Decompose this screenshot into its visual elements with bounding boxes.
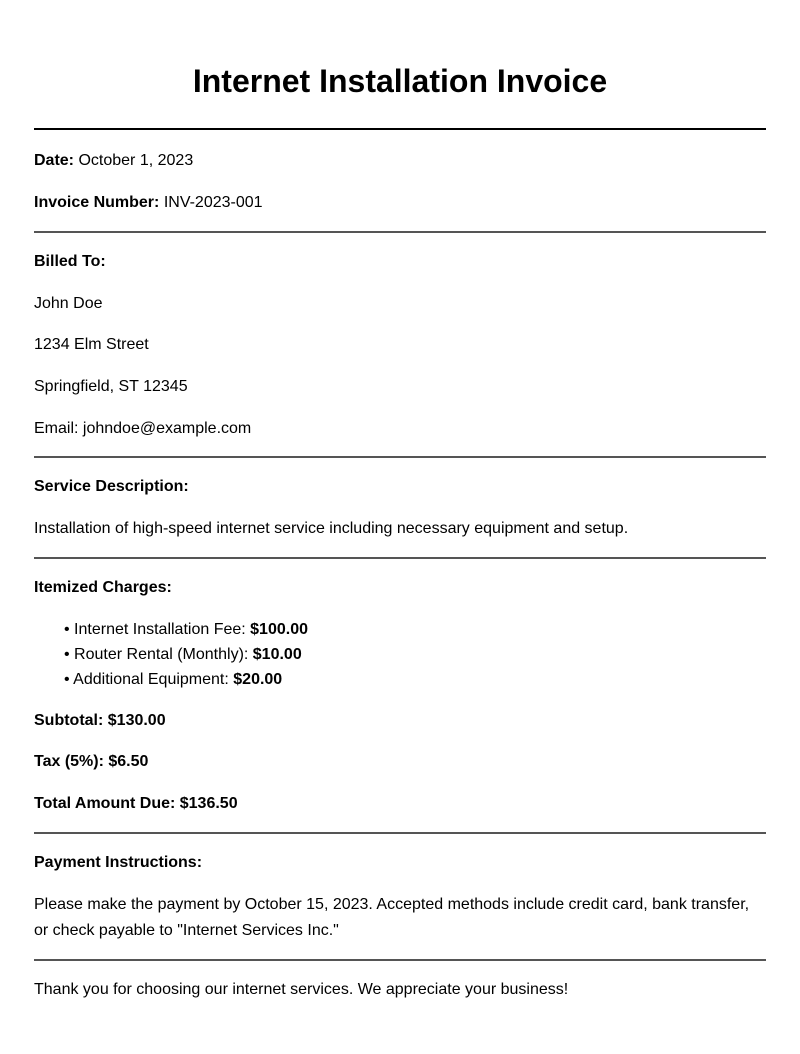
service-section [34, 458, 766, 539]
payment-heading: Payment Instructions: [34, 854, 203, 871]
charge-item-label: • Additional Equipment: [64, 671, 234, 688]
billed-to-heading: Billed To: [34, 253, 106, 270]
charges-section [34, 559, 766, 814]
invoice-number-value: INV-2023-001 [163, 194, 263, 211]
date-label: Date: [34, 152, 75, 169]
subtotal: Subtotal: $130.00 [34, 712, 166, 729]
customer-street: 1234 Elm Street [34, 336, 149, 353]
billed-to-section [34, 233, 766, 439]
date-line [34, 151, 766, 171]
service-heading: Service Description: [34, 478, 189, 495]
charge-item-amount: $100.00 [250, 621, 308, 638]
total-amount-due: Total Amount Due: $136.50 [34, 795, 238, 812]
charge-item-amount: $10.00 [252, 646, 302, 663]
charges-list [34, 617, 766, 692]
invoice-meta [34, 130, 766, 213]
service-text: Installation of high-speed internet service including necessary equipment and setup. [34, 520, 629, 537]
payment-section [34, 834, 766, 944]
customer-email: Email: johndoe@example.com [34, 420, 252, 437]
invoice-number-label: Invoice Number: [34, 194, 160, 211]
charge-item-label: • Router Rental (Monthly): [64, 646, 253, 663]
charge-item-label: • Internet Installation Fee: [64, 621, 251, 638]
charge-item [64, 667, 766, 692]
tax: Tax (5%): $6.50 [34, 753, 149, 770]
charges-heading: Itemized Charges: [34, 579, 172, 596]
date-value: October 1, 2023 [78, 152, 194, 169]
thank-you-note: Thank you for choosing our internet services. We appreciate your business! [34, 981, 569, 998]
payment-text: Please make the payment by October 15, 2023. Accepted methods include credit card, bank transfer, or check payable to "Internet Services Inc." [34, 896, 750, 939]
charge-item [64, 642, 766, 667]
customer-name: John Doe [34, 295, 103, 312]
charge-item-amount: $20.00 [233, 671, 283, 688]
customer-city: Springfield, ST 12345 [34, 378, 188, 395]
invoice-title: Internet Installation Invoice [192, 63, 608, 99]
invoice-number-line [34, 193, 766, 213]
footer [34, 961, 766, 1000]
charge-item [64, 617, 766, 642]
